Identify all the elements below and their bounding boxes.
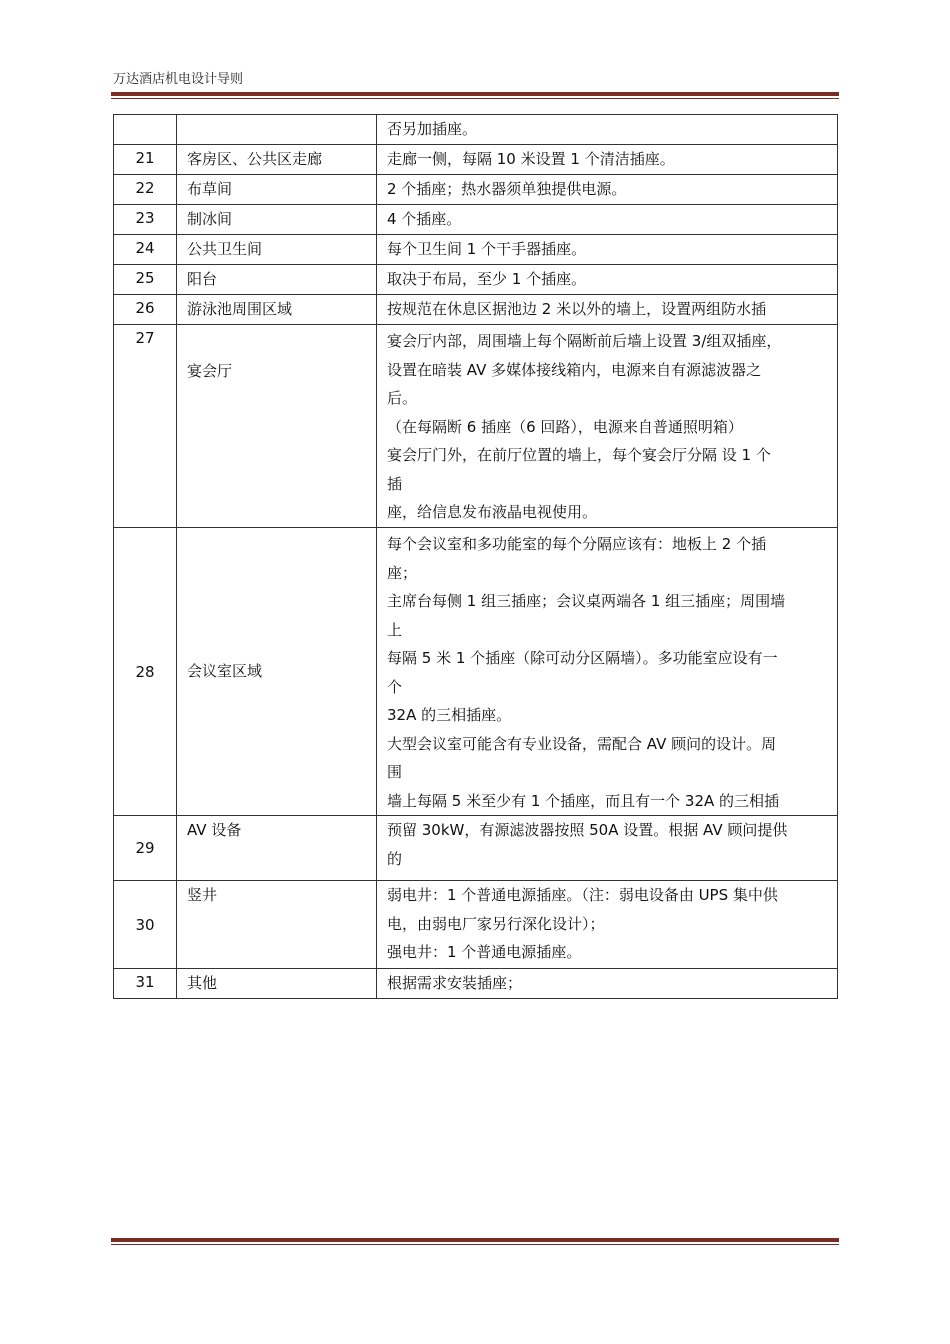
row-number: 31 (114, 969, 177, 999)
table-row (114, 265, 838, 295)
row-description (377, 145, 838, 175)
row-number: 26 (114, 295, 177, 325)
table-row (114, 969, 838, 999)
header-rule-thin (111, 98, 839, 99)
row-number: 22 (114, 175, 177, 205)
row-description (377, 115, 838, 145)
table-row (114, 235, 838, 265)
socket-spec-table (113, 114, 838, 999)
row-number: 24 (114, 235, 177, 265)
row-description (377, 175, 838, 205)
description-line: 的 (387, 849, 403, 868)
row-area: 其他 (177, 969, 377, 999)
table-row (114, 816, 838, 881)
table-row (114, 325, 838, 528)
row-number: 29 (114, 816, 177, 881)
description-line: （在每隔断 6 插座（6 回路），电源来自普通照明箱） (387, 417, 743, 436)
description-line: 座； (387, 563, 418, 582)
row-description (377, 265, 838, 295)
row-description (377, 881, 838, 969)
description-line: 个 (387, 677, 403, 696)
description-line: 强电井：1 个普通电源插座。 (387, 943, 582, 961)
description-line: 后。 (387, 389, 418, 407)
footer-rule (111, 1238, 839, 1242)
table-row (114, 205, 838, 235)
description-line: 墙上每隔 5 米至少有 1 个插座，而且有一个 32A 的三相插 (387, 791, 780, 810)
description-line: 主席台每侧 1 组三插座；会议桌两端各 1 组三插座；周围墙 (387, 592, 786, 610)
row-area: 宴会厅 (177, 325, 377, 528)
description-line: 大型会议室可能含有专业设备，需配合 AV 顾问的设计。周 (387, 734, 777, 753)
row-number: 27 (114, 325, 177, 528)
table-row (114, 295, 838, 325)
row-area: 竖井 (177, 881, 377, 969)
description-line: 弱电井：1 个普通电源插座。（注：弱电设备由 UPS 集中供 (387, 886, 778, 904)
description-line: 取决于布局，至少 1 个插座。 (387, 270, 587, 288)
description-line: 4 个插座。 (387, 210, 462, 228)
footer-rule-thin (111, 1244, 839, 1245)
description-line: 上 (387, 620, 403, 639)
row-area: 阳台 (177, 265, 377, 295)
row-description (377, 325, 838, 528)
description-line: 电，由弱电厂家另行深化设计）； (387, 914, 605, 933)
description-line: 插 (387, 474, 403, 493)
row-number: 30 (114, 881, 177, 969)
row-area: AV 设备 (177, 816, 377, 881)
row-description (377, 969, 838, 999)
row-description (377, 816, 838, 881)
row-number: 25 (114, 265, 177, 295)
description-line: 按规范在休息区据池边 2 米以外的墙上，设置两组防水插 (387, 300, 767, 318)
description-line: 宴会厅内部，周围墙上每个隔断前后墙上设置 3/组双插座， (387, 332, 782, 350)
table-row (114, 881, 838, 969)
row-number (114, 115, 177, 145)
row-area: 制冰间 (177, 205, 377, 235)
table-row (114, 175, 838, 205)
row-description (377, 235, 838, 265)
description-line: 走廊一侧，每隔 10 米设置 1 个清洁插座。 (387, 150, 675, 168)
row-area: 公共卫生间 (177, 235, 377, 265)
description-line: 否另加插座。 (387, 120, 478, 138)
row-description (377, 295, 838, 325)
description-line: 2 个插座；热水器须单独提供电源。 (387, 180, 627, 198)
row-number: 23 (114, 205, 177, 235)
row-area: 布草间 (177, 175, 377, 205)
description-line: 设置在暗装 AV 多媒体接线箱内，电源来自有源滤波器之 (387, 360, 762, 379)
header-rule (111, 92, 839, 96)
row-area: 客房区、公共区走廊 (177, 145, 377, 175)
description-line: 每个会议室和多功能室的每个分隔应该有：地板上 2 个插 (387, 535, 767, 553)
row-description (377, 205, 838, 235)
row-area (177, 115, 377, 145)
table-row (114, 145, 838, 175)
description-line: 宴会厅门外，在前厅位置的墙上，每个宴会厅分隔 设 1 个 (387, 446, 771, 464)
table-row (114, 528, 838, 816)
document-header-title: 万达酒店机电设计导则 (113, 72, 244, 87)
description-line: 每个卫生间 1 个干手器插座。 (387, 240, 587, 258)
description-line: 每隔 5 米 1 个插座（除可动分区隔墙）。多功能室应设有一 (387, 649, 778, 667)
row-area: 会议室区域 (177, 528, 377, 816)
row-description (377, 528, 838, 816)
description-line: 预留 30kW，有源滤波器按照 50A 设置。根据 AV 顾问提供 (387, 821, 788, 839)
row-number: 21 (114, 145, 177, 175)
row-number: 28 (114, 528, 177, 816)
description-line: 32A 的三相插座。 (387, 706, 512, 724)
description-line: 根据需求安装插座； (387, 974, 523, 992)
table-row (114, 115, 838, 145)
row-area: 游泳池周围区域 (177, 295, 377, 325)
description-line: 座，给信息发布液晶电视使用。 (387, 503, 598, 521)
description-line: 围 (387, 763, 403, 781)
